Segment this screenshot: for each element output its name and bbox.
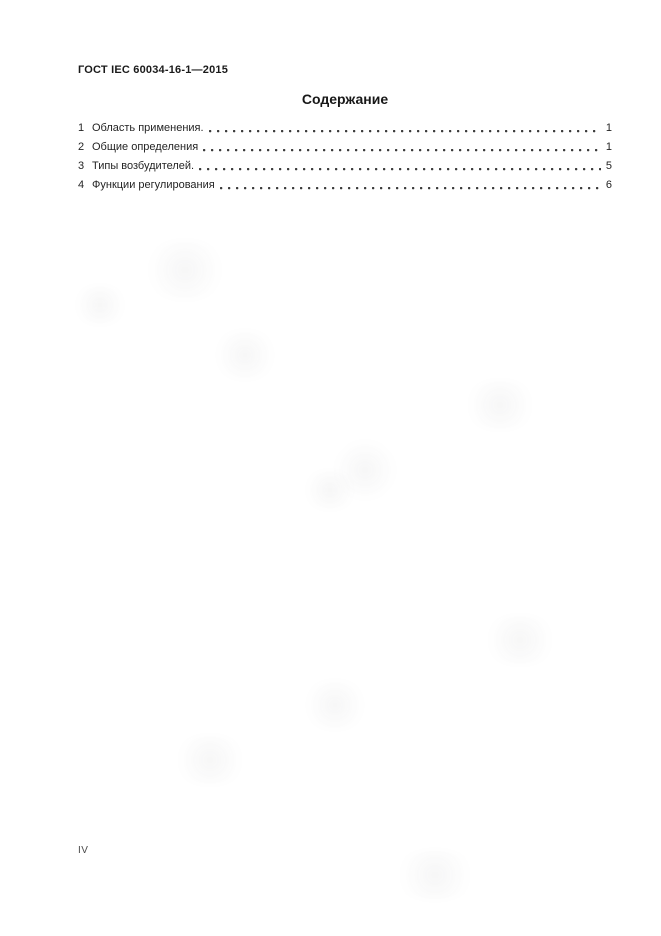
dot-leader bbox=[197, 157, 601, 176]
toc-entry-label: Типы возбудителей. bbox=[92, 160, 195, 172]
toc-title: Содержание bbox=[301, 91, 389, 107]
scan-artifact bbox=[70, 285, 130, 325]
scan-artifact bbox=[300, 470, 360, 510]
dot-leader bbox=[207, 119, 601, 138]
toc-entry-label: Функции регулирования bbox=[92, 179, 215, 191]
scan-artifact bbox=[140, 240, 230, 300]
toc-entry-number: 4 bbox=[78, 179, 85, 191]
scan-artifact bbox=[460, 380, 540, 430]
toc-entry-page: 1 bbox=[605, 141, 612, 153]
scan-artifact bbox=[330, 440, 400, 500]
toc-entry-number: 3 bbox=[78, 160, 85, 172]
scan-artifact bbox=[480, 615, 560, 665]
toc-entry-page: 6 bbox=[605, 179, 612, 191]
table-of-contents bbox=[78, 119, 612, 195]
dot-leader bbox=[218, 176, 601, 195]
toc-entry-label: Общие определения bbox=[92, 141, 199, 153]
toc-entry bbox=[78, 176, 612, 195]
toc-entry-label: Область применения. bbox=[92, 122, 204, 134]
toc-entry-number: 1 bbox=[78, 122, 85, 134]
page-number-roman: IV bbox=[78, 845, 89, 856]
toc-entry bbox=[78, 138, 612, 157]
toc-entry bbox=[78, 157, 612, 176]
toc-entry-number: 2 bbox=[78, 141, 85, 153]
toc-entry-page: 5 bbox=[605, 160, 612, 172]
toc-entry bbox=[78, 119, 612, 138]
dot-leader bbox=[201, 138, 601, 157]
scan-artifact bbox=[210, 330, 280, 380]
toc-entry-page: 1 bbox=[605, 122, 612, 134]
scan-artifact bbox=[300, 680, 370, 730]
scan-artifact bbox=[170, 735, 250, 785]
scan-artifact bbox=[390, 850, 480, 900]
document-designation: ГОСТ IEC 60034-16-1—2015 bbox=[78, 64, 229, 76]
